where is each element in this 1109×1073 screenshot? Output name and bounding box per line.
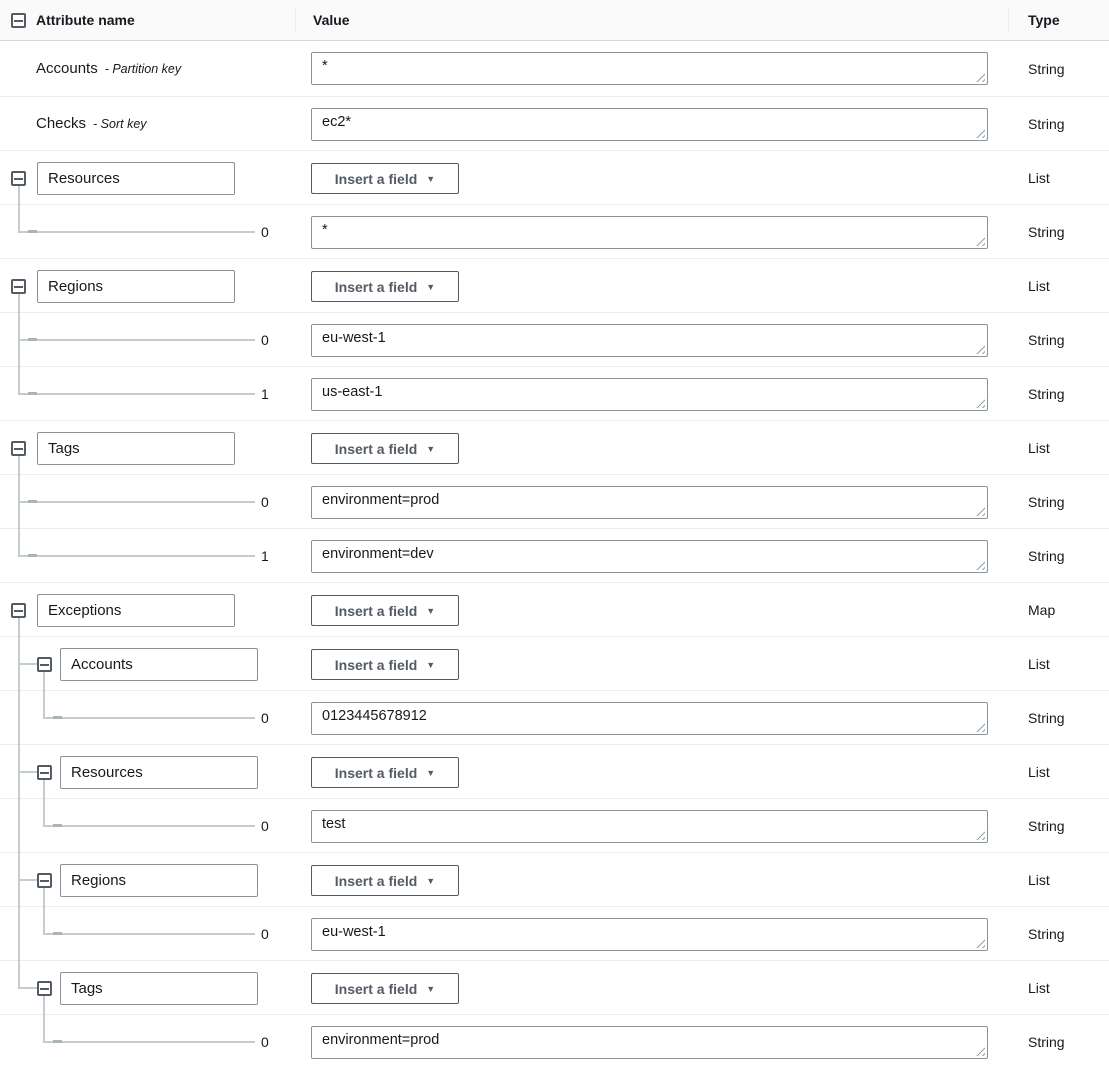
column-header-value: Value <box>313 12 350 28</box>
tree-connector-line <box>18 205 20 232</box>
insert-field-button[interactable] <box>311 271 459 302</box>
tree-connector-line <box>43 672 45 691</box>
tree-connector-line <box>18 799 20 853</box>
value-textarea[interactable] <box>311 810 988 843</box>
value-textarea[interactable] <box>311 324 988 357</box>
type-label: String <box>1028 60 1065 77</box>
caret-down-icon: ▼ <box>426 768 436 778</box>
table-row-list-item <box>0 475 1109 529</box>
tree-connector-line <box>53 932 62 935</box>
insert-field-button[interactable] <box>311 163 459 194</box>
value-textarea[interactable] <box>311 378 988 411</box>
value-field-wrap <box>311 378 988 411</box>
tree-connector-line <box>53 716 62 719</box>
value-textarea[interactable] <box>311 918 988 951</box>
tree-connector-line <box>43 888 45 907</box>
column-divider <box>1008 8 1009 32</box>
attribute-name-text: Checks <box>36 114 87 132</box>
type-label: List <box>1028 871 1050 888</box>
attribute-name-input[interactable] <box>37 594 235 627</box>
table-row-nested-resources-container <box>0 745 1109 799</box>
insert-field-label: Insert a field <box>334 656 418 673</box>
table-row-list-item <box>0 1015 1109 1069</box>
value-textarea[interactable] <box>311 702 988 735</box>
caret-down-icon: ▼ <box>426 444 436 454</box>
list-index-label: 0 <box>261 1034 269 1050</box>
table-row-list-item <box>0 907 1109 961</box>
list-index-label: 1 <box>261 385 269 402</box>
value-field-wrap <box>311 52 988 85</box>
list-index-label: 0 <box>261 709 269 726</box>
table-row-tags-container <box>0 421 1109 475</box>
value-textarea[interactable] <box>311 486 988 519</box>
insert-field-label: Insert a field <box>334 980 418 997</box>
value-field-wrap <box>311 108 988 141</box>
value-textarea[interactable] <box>311 216 988 249</box>
tree-connector-line <box>18 294 20 313</box>
collapse-toggle-button[interactable] <box>11 171 26 186</box>
caret-down-icon: ▼ <box>426 876 436 886</box>
tree-connector-line <box>18 961 20 989</box>
table-row-accounts-key <box>0 41 1109 97</box>
attribute-key-label <box>36 60 181 78</box>
collapse-toggle-button[interactable] <box>37 765 52 780</box>
tree-connector-line <box>43 691 45 718</box>
insert-field-label: Insert a field <box>334 872 418 889</box>
type-label: String <box>1028 547 1065 564</box>
tree-connector-line <box>18 618 20 637</box>
caret-down-icon: ▼ <box>426 282 436 292</box>
attribute-name-input[interactable] <box>60 648 258 681</box>
type-label: String <box>1028 709 1065 726</box>
type-label: String <box>1028 493 1065 510</box>
tree-connector-line <box>43 780 45 799</box>
type-label: List <box>1028 169 1050 186</box>
table-row-resources-container <box>0 151 1109 205</box>
type-label: String <box>1028 223 1065 240</box>
value-textarea[interactable] <box>311 108 988 141</box>
column-divider <box>295 8 296 32</box>
value-textarea[interactable] <box>311 540 988 573</box>
value-field-wrap <box>311 216 988 249</box>
tree-connector-line <box>28 500 37 503</box>
value-textarea[interactable] <box>311 52 988 85</box>
tree-connector-line <box>18 456 20 475</box>
tree-connector-line <box>28 392 37 395</box>
sort-key-suffix: - Sort key <box>93 116 147 131</box>
insert-field-button[interactable] <box>311 757 459 788</box>
caret-down-icon: ▼ <box>426 606 436 616</box>
attribute-name-input[interactable] <box>60 864 258 897</box>
attribute-name-input[interactable] <box>37 432 235 465</box>
collapse-toggle-button[interactable] <box>37 981 52 996</box>
list-index-label: 1 <box>261 547 269 564</box>
type-label: Map <box>1028 601 1056 618</box>
tree-connector-line <box>18 907 20 961</box>
table-row-list-item <box>0 205 1109 259</box>
tree-connector-line <box>18 186 20 205</box>
type-label: List <box>1028 655 1050 672</box>
insert-field-label: Insert a field <box>334 440 418 457</box>
tree-connector-line <box>18 771 38 773</box>
table-row-nested-regions-container <box>0 853 1109 907</box>
type-label: List <box>1028 763 1050 780</box>
type-label: List <box>1028 979 1050 996</box>
attribute-name-input[interactable] <box>60 972 258 1005</box>
tree-connector-line <box>18 367 20 394</box>
tree-connector-line <box>18 691 20 745</box>
tree-connector-line <box>18 555 255 557</box>
list-index-label: 0 <box>261 925 269 942</box>
table-row-nested-accounts-container <box>0 637 1109 691</box>
type-label: String <box>1028 331 1065 348</box>
tree-connector-line <box>53 1040 62 1043</box>
insert-field-button[interactable] <box>311 649 459 680</box>
type-label: String <box>1028 115 1065 132</box>
value-field-wrap <box>311 918 988 951</box>
table-row-list-item <box>0 799 1109 853</box>
collapse-toggle-button[interactable] <box>37 657 52 672</box>
table-row-nested-tags-container <box>0 961 1109 1015</box>
list-index-label: 0 <box>261 817 269 834</box>
insert-field-button[interactable] <box>311 433 459 464</box>
list-index-label: 0 <box>261 223 269 240</box>
table-row-list-item <box>0 367 1109 421</box>
tree-connector-line <box>18 393 255 395</box>
type-label: String <box>1028 385 1065 402</box>
type-label: List <box>1028 439 1050 456</box>
attribute-key-label <box>36 115 147 133</box>
column-header-type: Type <box>1028 12 1060 28</box>
tree-connector-line <box>43 799 45 826</box>
table-header <box>0 0 1109 41</box>
value-field-wrap <box>311 1026 988 1059</box>
insert-field-button[interactable] <box>311 865 459 896</box>
attribute-name-input[interactable] <box>60 756 258 789</box>
collapse-toggle-button[interactable] <box>11 441 26 456</box>
caret-down-icon: ▼ <box>426 174 436 184</box>
type-label: List <box>1028 277 1050 294</box>
tree-connector-line <box>43 933 255 935</box>
insert-field-label: Insert a field <box>334 602 418 619</box>
tree-connector-line <box>43 907 45 934</box>
collapse-all-icon[interactable] <box>11 13 26 28</box>
collapse-toggle-button[interactable] <box>11 603 26 618</box>
list-index-label: 0 <box>261 331 269 348</box>
insert-field-label: Insert a field <box>334 278 418 295</box>
table-row-regions-container <box>0 259 1109 313</box>
insert-field-button[interactable] <box>311 595 459 626</box>
caret-down-icon: ▼ <box>426 660 436 670</box>
collapse-toggle-button[interactable] <box>11 279 26 294</box>
tree-connector-line <box>18 879 38 881</box>
value-field-wrap <box>311 810 988 843</box>
column-header-attribute-name: Attribute name <box>36 12 135 28</box>
tree-connector-line <box>28 338 37 341</box>
tree-connector-line <box>18 339 255 341</box>
tree-connector-line <box>28 230 37 233</box>
tree-connector-line <box>28 554 37 557</box>
attribute-name-input[interactable] <box>37 162 235 195</box>
attribute-name-input[interactable] <box>37 270 235 303</box>
type-label: String <box>1028 1034 1065 1050</box>
attribute-name-text: Accounts <box>36 59 98 77</box>
value-field-wrap <box>311 702 988 735</box>
value-field-wrap <box>311 486 988 519</box>
value-textarea[interactable] <box>311 1026 988 1059</box>
type-label: String <box>1028 817 1065 834</box>
table-row-exceptions-container <box>0 583 1109 637</box>
table-row-list-item <box>0 313 1109 367</box>
tree-connector-line <box>18 529 20 556</box>
list-index-label: 0 <box>261 493 269 510</box>
partition-key-suffix: - Partition key <box>104 61 182 76</box>
collapse-toggle-button[interactable] <box>37 873 52 888</box>
insert-field-label: Insert a field <box>334 764 418 781</box>
tree-connector-line <box>18 501 255 503</box>
tree-connector-line <box>43 996 45 1015</box>
tree-connector-line <box>18 231 255 233</box>
tree-connector-line <box>43 1041 255 1043</box>
insert-field-button[interactable] <box>311 973 459 1004</box>
table-row-list-item <box>0 691 1109 745</box>
value-field-wrap <box>311 540 988 573</box>
tree-connector-line <box>43 825 255 827</box>
value-field-wrap <box>311 324 988 357</box>
insert-field-label: Insert a field <box>334 170 418 187</box>
tree-connector-line <box>43 1015 45 1042</box>
table-row-checks-key <box>0 97 1109 151</box>
type-label: String <box>1028 925 1065 942</box>
caret-down-icon: ▼ <box>426 984 436 994</box>
table-row-list-item <box>0 529 1109 583</box>
tree-connector-line <box>53 824 62 827</box>
tree-connector-line <box>18 987 38 989</box>
tree-connector-line <box>43 717 255 719</box>
tree-connector-line <box>18 663 38 665</box>
